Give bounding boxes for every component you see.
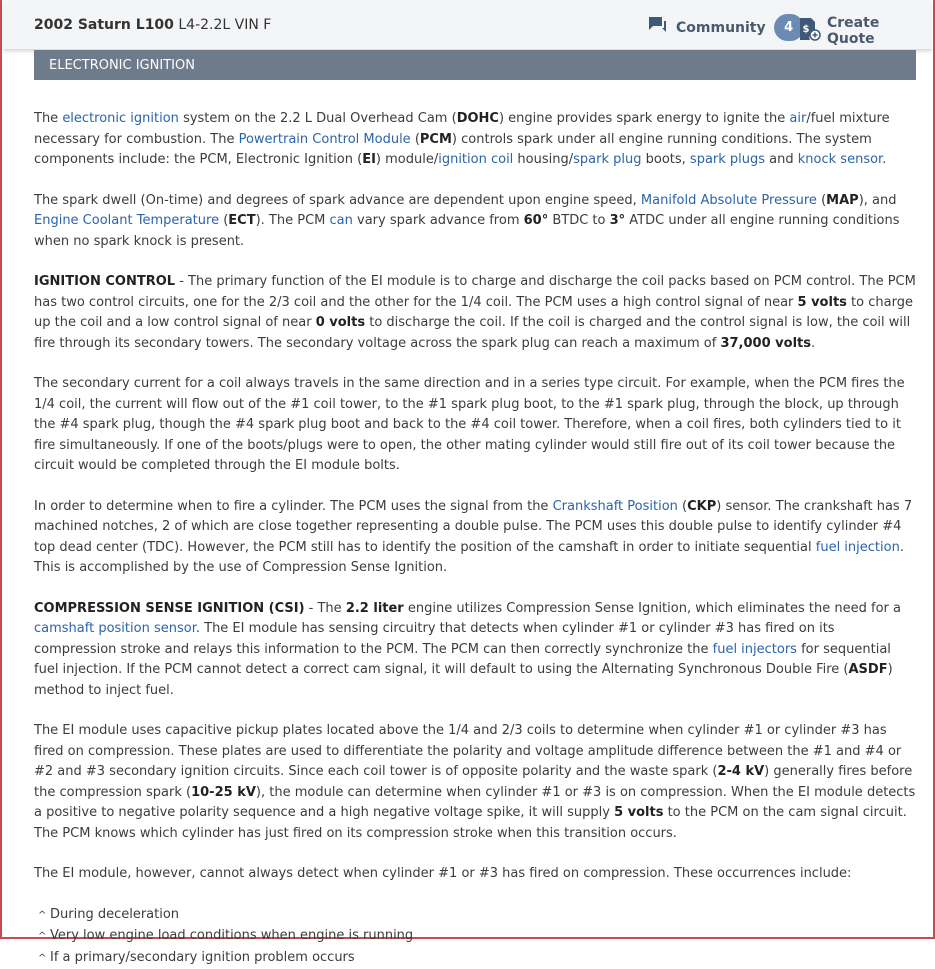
glossary-link[interactable]: Manifold Absolute Pressure (641, 193, 817, 208)
create-quote-button[interactable] (797, 15, 931, 47)
paragraph (34, 599, 916, 702)
text-run: system on the 2.2 L Dual Overhead Cam ( (179, 111, 457, 126)
text-run: for sequential fuel injection. If the PCM cannot detect a correct cam signal, it will default to using the Alternating Synchronous Double Fire ( (34, 642, 891, 678)
list-item (34, 905, 916, 927)
svg-text:$: $ (803, 24, 810, 35)
text-run: The EI module uses capacitive pickup plates located above the 1/4 and 2/3 coils to determine when cylinder #1 or cylinder #3 has fired on compression. These plates are used to differentiate the polarity and voltage amplitude difference between the #1 and #4 or #2 and #3 secondary ignition circuits. Since each coil tower is of opposite polarity and the waste spark ( (34, 723, 901, 779)
glossary-link[interactable]: spark plugs (690, 152, 765, 167)
glossary-link[interactable]: camshaft position sensor (34, 621, 196, 636)
bold-term: CKP (687, 499, 716, 514)
text-run: The EI module, however, cannot always detect when cylinder #1 or #3 has fired on compression. These occurrences include: (34, 866, 851, 881)
list-item-text: If a primary/secondary ignition problem occurs (50, 950, 355, 965)
text-run: to discharge the coil. If the coil is charged and the control signal is low, the coil will fire through its secondary towers. The secondary voltage across the spark plug can reach a maximum of (34, 315, 910, 351)
text-run: . The EI module has sensing circuitry that detects when cylinder #1 or cylinder #3 has fired on its compression stroke and relays this information to the PCM. The PCM can then correctly synchronize the (34, 621, 835, 657)
caret-bullet-icon: ^ (38, 949, 50, 969)
top-bar (4, 0, 931, 50)
vehicle-engine: L4-2.2L VIN F (174, 17, 271, 33)
occurrence-list (34, 905, 916, 969)
text-run: /fuel mixture necessary for combustion. The (34, 111, 890, 147)
bold-term: DOHC (457, 111, 499, 126)
glossary-link[interactable]: Crankshaft Position (553, 499, 678, 514)
text-run: ) controls spark under all engine running conditions. The system components include: the PCM, Electronic Ignition ( (34, 132, 872, 168)
window-frame-left (0, 0, 2, 939)
bold-term: PCM (420, 132, 452, 147)
glossary-link[interactable]: knock sensor (798, 152, 882, 167)
bold-term: EI (362, 152, 376, 167)
chat-bubble-icon (648, 16, 668, 39)
text-run: ) method to inject fuel. (34, 662, 893, 698)
glossary-link[interactable]: air (789, 111, 806, 126)
caret-bullet-icon: ^ (38, 906, 50, 927)
glossary-link[interactable]: Engine Coolant Temperature (34, 213, 219, 228)
text-run: housing/ (513, 152, 573, 167)
text-run: ( (219, 213, 228, 228)
bold-term: 5 volts (614, 805, 663, 820)
article-content (34, 109, 916, 969)
text-run: . (882, 152, 886, 167)
bold-term: IGNITION CONTROL (34, 274, 175, 289)
text-run: . (811, 336, 815, 351)
text-run: ), the module can determine when cylinder #1 or #3 is on compression. When the EI module detects a positive to negative polarity sequence and a high negative voltage spike, it will supply (34, 785, 915, 821)
text-run: The spark dwell (On-time) and degrees of spark advance are dependent upon engine speed, (34, 193, 641, 208)
section-title: ELECTRONIC IGNITION (49, 58, 195, 73)
create-quote-label: Create Quote (827, 15, 931, 47)
bold-term: 0 volts (316, 315, 365, 330)
text-run: boots, (641, 152, 689, 167)
text-run: In order to determine when to fire a cylinder. The PCM uses the signal from the (34, 499, 553, 514)
bold-term: ECT (228, 213, 255, 228)
paragraph (34, 272, 916, 354)
glossary-link[interactable]: ignition coil (438, 152, 513, 167)
text-run: ) module/ (376, 152, 438, 167)
bold-term: 5 volts (798, 295, 847, 310)
text-run: ). The PCM (256, 213, 330, 228)
vehicle-model: 2002 Saturn L100 (34, 17, 174, 33)
bold-term: 60° (524, 213, 549, 228)
text-run: ( (678, 499, 687, 514)
bold-term: 2-4 kV (717, 764, 764, 779)
list-item (34, 926, 916, 948)
community-count-badge: 4 (774, 14, 804, 41)
text-run: to the PCM on the cam signal circuit. The PCM knows which cylinder has just fired on its compression stroke when this transition occurs. (34, 805, 907, 841)
list-item-text: During deceleration (50, 907, 179, 922)
list-item (34, 948, 916, 969)
text-run: - The (305, 601, 346, 616)
text-run: ( (411, 132, 420, 147)
glossary-link[interactable]: fuel injectors (713, 642, 797, 657)
bold-term: COMPRESSION SENSE IGNITION (CSI) (34, 601, 305, 616)
bold-term: 2.2 liter (346, 601, 404, 616)
bold-term: 3° (610, 213, 626, 228)
list-item-text: Very low engine load conditions when engine is running (50, 928, 413, 943)
text-run: and (765, 152, 798, 167)
glossary-link[interactable]: fuel injection (816, 540, 900, 555)
paragraph (34, 191, 916, 253)
text-run: The (34, 111, 62, 126)
text-run: to charge up the coil and a low control signal of near (34, 295, 913, 331)
glossary-link[interactable]: electronic ignition (62, 111, 179, 126)
text-run: ), and (859, 193, 897, 208)
bold-term: MAP (826, 193, 859, 208)
vehicle-title (34, 17, 271, 33)
text-run: ) generally fires before the compression spark ( (34, 764, 912, 800)
quote-dollar-icon (797, 17, 821, 45)
text-run: engine utilizes Compression Sense Ignition, which eliminates the need for a (404, 601, 901, 616)
glossary-link[interactable]: spark plug (573, 152, 641, 167)
text-run: . This is accomplished by the use of Compression Sense Ignition. (34, 540, 904, 576)
bold-term: ASDF (848, 662, 887, 677)
glossary-link[interactable]: can (330, 213, 353, 228)
paragraph (34, 497, 916, 579)
text-run: The secondary current for a coil always travels in the same direction and in a series type circuit. For example, when the PCM fires the 1/4 coil, the current will flow out of the #1 coil tower, to the #1 spark plug boot, to the #1 spark plug, through the block, up through the #4 spark plug, though the #4 spark plug boot and back to the #4 coil tower. Therefore, when a coil fires, both cylinders tied to it fire simultaneously. If one of the boots/plugs were to open, the other mating cylinder would still fire out of its coil tower because the circuit would be completed through the EI module bolts. (34, 376, 905, 473)
community-label: Community (676, 20, 766, 36)
text-run: - The primary function of the EI module is to charge and discharge the coil packs based on PCM control. The PCM has two control circuits, one for the 2/3 coil and the other for the 1/4 coil. The PCM uses a high control signal of near (34, 274, 916, 310)
paragraph (34, 109, 916, 171)
community-button[interactable] (648, 14, 804, 41)
text-run: ) engine provides spark energy to ignite the (499, 111, 789, 126)
glossary-link[interactable]: Powertrain Control Module (239, 132, 411, 147)
paragraph (34, 374, 916, 477)
text-run: vary spark advance from (353, 213, 524, 228)
bold-term: 37,000 volts (720, 336, 811, 351)
caret-bullet-icon: ^ (38, 927, 50, 948)
paragraph (34, 721, 916, 844)
text-run: BTDC to (548, 213, 609, 228)
paragraph (34, 864, 916, 885)
text-run: ( (817, 193, 826, 208)
article-paragraphs (34, 109, 916, 885)
bold-term: 10-25 kV (191, 785, 256, 800)
section-title-bar (34, 50, 916, 80)
text-run: ) sensor. The crankshaft has 7 machined notches, 2 of which are close together representing a double pulse. The PCM uses this double pulse to identify cylinder #4 top dead center (TDC). However, the PCM still has to identify the position of the camshaft in order to initiate sequential (34, 499, 912, 555)
text-run: ATDC under all engine running conditions when no spark knock is present. (34, 213, 900, 249)
